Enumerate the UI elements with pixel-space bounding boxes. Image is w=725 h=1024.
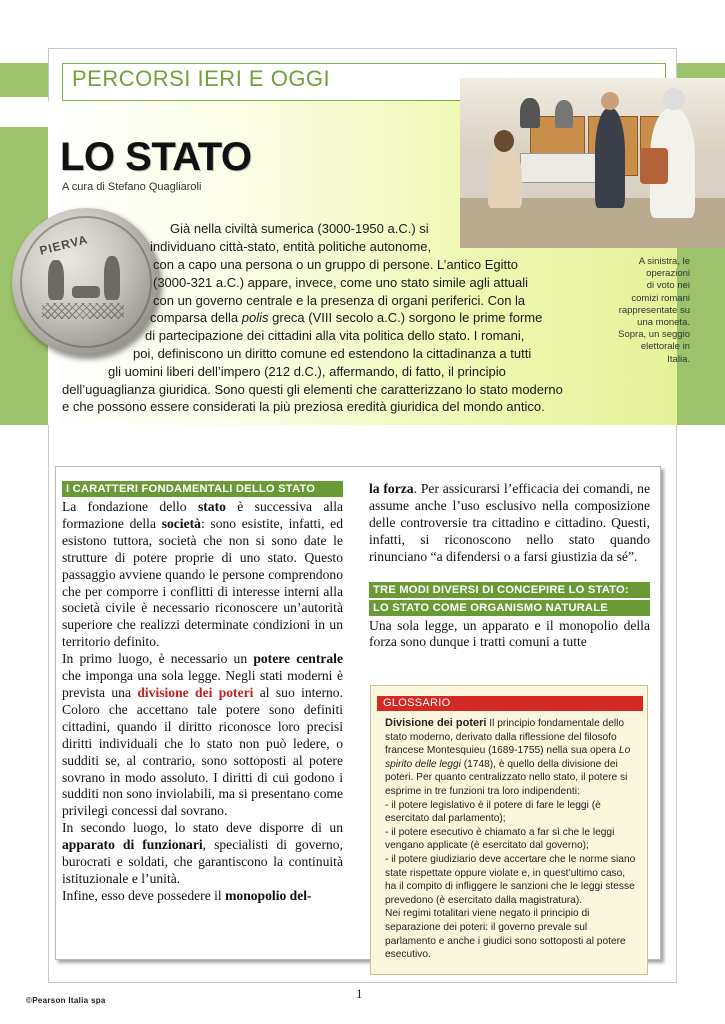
glossary-term-link[interactable]: divisione dei poteri xyxy=(137,684,254,700)
image-caption: A sinistra, le operazioni di voto nei comizi romani rappresentate su una moneta. Sopra, un seggio elettorale in Italia. xyxy=(618,256,690,365)
article-left-column xyxy=(62,481,343,905)
glossary-term: Divisione dei poteri xyxy=(385,717,487,729)
intro-line: (3000-321 a.C.) appare, invece, come uno stato simile agli attuali xyxy=(153,275,529,290)
intro-line: con a capo una persona o un gruppo di persone. L’antico Egitto xyxy=(153,257,518,272)
author-credit: A cura di Stefano Quagliaroli xyxy=(62,181,202,193)
roman-coin-image xyxy=(12,208,160,356)
page-title: LO STATO xyxy=(60,135,252,179)
copyright-notice: ©Pearson Italia spa xyxy=(26,996,106,1005)
paragraph: In secondo luogo, lo stato deve disporre di un apparato di funzionari, specialisti di governo, burocrati e soldati, che garantiscono la continuità istituzionale e l’unità. xyxy=(62,820,343,886)
intro-line: con un governo centrale e la presenza di organi periferici. Con la xyxy=(153,293,526,308)
intro-line: di partecipazione dei cittadini alla vita politica dello stato. I romani, xyxy=(145,328,525,343)
glossary-body: Divisione dei poteri Il principio fondamentale dello stato moderno, derivato dalla riflessione del filosofo francese Montesquieu (1689-1755) nella sua opera Lo spirito delle leggi (1748), è quello della divisione dei poteri. Per quanto centralizzato nello stato, il potere si esprime in tre funzioni tra loro indipendenti: - il potere legislativo è il potere di fare le leggi (è esercitato dal parlamento); - il potere esecutivo è chiamato a far sì che le leggi vengano applicate (è esercitato dal governo); - il potere giudiziario deve accertare che le norme siano state rispettate oppure violate e, in quest’ultimo caso, ha il compito di infliggere le sanzioni che le leggi stesse prevedono (è esercitato dalla magistratura). Nei regimi totalitari viene negato il principio di separazione dei poteri: il governo prevale sul parlamento e anche i giudici sono sottoposti al potere esecutivo. xyxy=(385,717,636,961)
coin-legend: PIERVA xyxy=(38,232,90,258)
glossary-heading: GLOSSARIO xyxy=(377,696,643,711)
paragraph: In primo luogo, è necessario un potere centrale che imponga una sola legge. Negli stati moderni è prevista una divisione dei poteri al suo interno. Coloro che accettano tale potere sono definiti cittadini, quando il diritto riconosce loro precisi diritti individuali che lo stato non può ledere, o sudditi se, al contrario, sono sottoposti al potere sovrano in modo assoluto. I diritti di cui godono i sudditi non sono inviolabili, ma si presentano come privilegi concessi dal sovrano. xyxy=(62,651,344,819)
intro-line: dell’uguaglianza giuridica. Sono questi gli elementi che caratterizzano lo stato moderno xyxy=(62,382,563,397)
decorative-band xyxy=(0,63,48,97)
section-heading: LO STATO COME ORGANISMO NATURALE xyxy=(369,600,650,616)
series-title: PERCORSI IERI E OGGI xyxy=(72,66,331,91)
intro-line: gli uomini liberi dell’impero (212 d.C.), affermando, di fatto, il principio xyxy=(108,364,506,379)
paragraph: La fondazione dello stato è successiva alla formazione della società: sono esistite, infatti, ed esistono tuttora, società che non si sono date le strutture di potere proprie di uno stato. Questo passaggio avviene quando le persone comprendono che per comporre i conflitti di interesse interni alla società civile è necessario riconoscere un’autorità superiore che realizzi determinate condizioni in un territorio definito. xyxy=(62,499,343,650)
polling-station-photo xyxy=(460,78,725,248)
paragraph: Infine, esso deve possedere il monopolio del- xyxy=(62,887,312,903)
intro-line: individuano città-stato, entità politiche autonome, xyxy=(150,239,432,254)
section-heading: I CARATTERI FONDAMENTALI DELLO STATO xyxy=(62,481,343,497)
glossary-box xyxy=(370,685,648,975)
paragraph: la forza. Per assicurarsi l’efficacia dei comandi, ne assume anche l’uso esclusivo nella composizione delle controversie tra cittadino e cittadino. Questi, infatti, si riconoscono nello stato quando rinunciano “a difendersi o a farsi giustizia da sé”. xyxy=(369,481,650,564)
paragraph: Una sola legge, un apparato e il monopolio della forza sono dunque i tratti comuni a tutte xyxy=(369,617,650,650)
article-right-column xyxy=(369,481,650,651)
intro-line: comparsa della polis greca (VIII secolo a.C.) sorgono le prime forme xyxy=(150,310,543,325)
intro-line: e che possono essere considerati la più preziosa eredità giuridica del mondo antico. xyxy=(62,399,545,414)
intro-line: Già nella civiltà sumerica (3000-1950 a.C.) si xyxy=(170,221,429,236)
section-heading: TRE MODI DIVERSI DI CONCEPIRE LO STATO: xyxy=(369,582,650,598)
intro-line: poi, definiscono un diritto comune ed estendono la cittadinanza a tutti xyxy=(133,346,532,361)
page-number: 1 xyxy=(356,986,363,1001)
